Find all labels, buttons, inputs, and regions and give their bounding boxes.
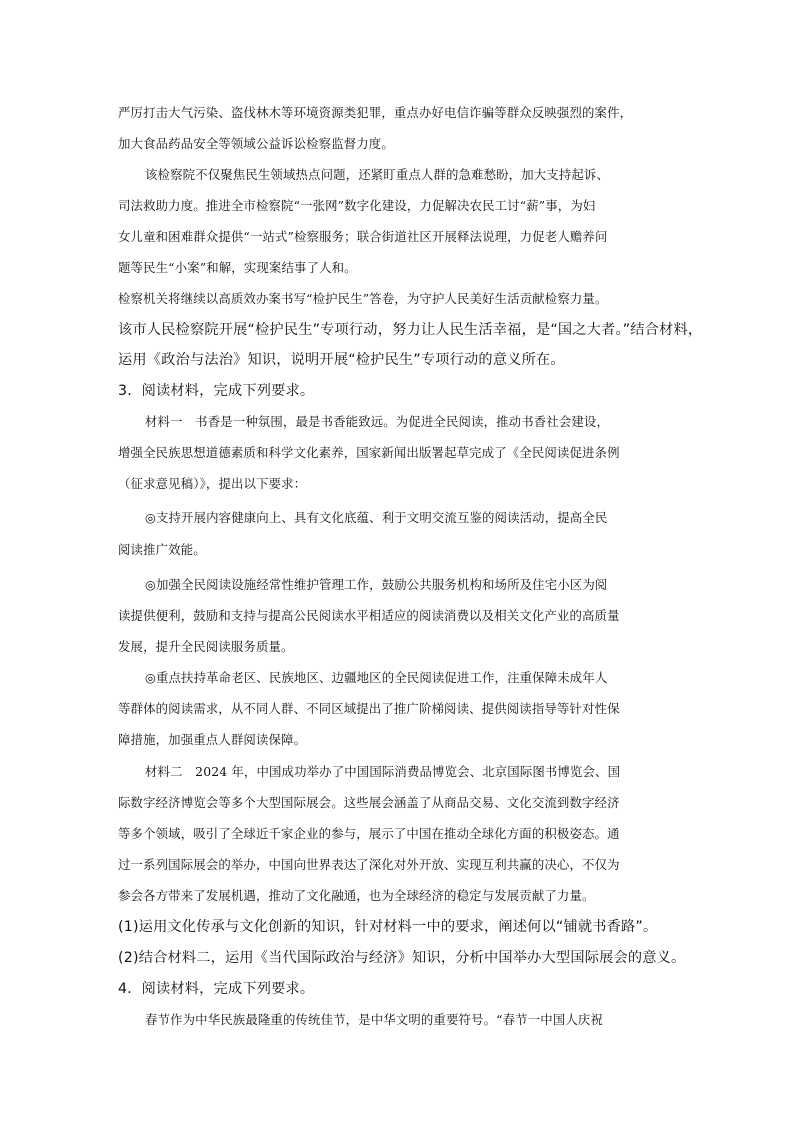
question-4-heading: 4．阅读材料，完成下列要求。 <box>118 981 315 997</box>
material-1-line-1: 材料一 书香是一种氛围，最是书香能致远。为促进全民阅读，推动书香社会建设， <box>145 414 610 429</box>
material-1-line-7: 读提供便利，鼓励和支持与提高公民阅读水平相适应的阅读消费以及相关文化产业的高质量 <box>118 608 620 623</box>
sub-question-1: (1)运用文化传承与文化创新的知识，针对材料一中的要求，阐述何以“铺就书香路”。 <box>118 919 658 935</box>
text-line-2: 加大食品药品安全等领域公益诉讼检察监督力度。 <box>118 136 394 151</box>
sub-question-2: (2)结合材料二，运用《当代国际政治与经济》知识，分析中国举办大型国际展会的意义。 <box>118 950 686 966</box>
text-line-7: 检察机关将继续以高质效办案书写“检护民生”答卷，为守护人民美好生活贡献检察力量。 <box>118 291 608 306</box>
material-1-line-9: ◎重点扶持革命老区、民族地区、边疆地区的全民阅读促进工作，注重保障未成年人 <box>145 670 608 685</box>
material-1-line-3: （征求意见稿）》，提出以下要求： <box>118 476 307 491</box>
material-1-line-8: 发展，提升全民阅读服务质量。 <box>118 639 294 654</box>
material-2-line-4: 过一系列国际展会的举办，中国向世界表达了深化对外开放、实现互利共赢的决心，不仅为 <box>118 857 620 872</box>
material-2-line-3: 等多个领域，吸引了全球近千家企业的参与，展示了中国在推动全球化方面的积极姿态。通 <box>118 826 620 841</box>
material-1-line-4: ◎支持开展内容健康向上、具有文化底蕴、利于文明交流互鉴的阅读活动，提高全民 <box>145 510 608 525</box>
material-1-line-11: 障措施，加强重点人群阅读保障。 <box>118 732 307 747</box>
text-line-3: 该检察院不仅聚焦民生领域热点问题，还紧盯重点人群的急难愁盼，加大支持起诉、 <box>145 167 610 182</box>
material-1-line-6: ◎加强全民阅读设施经常性维护管理工作，鼓励公共服务机构和场所及住宅小区为阅 <box>145 577 608 592</box>
text-line-5: 女儿童和困难群众提供“一站式”检察服务；联合街道社区开展释法说理，力促老人赡养问 <box>118 229 608 244</box>
text-line-4: 司法救助力度。推进全市检察院“一张网”数字化建设，力促解决农民工讨“薪”事，为妇 <box>118 198 596 213</box>
text-line-1: 严厉打击大气污染、盗伐林木等环境资源类犯罪，重点办好电信诈骗等群众反映强烈的案件， <box>118 105 633 120</box>
question-3-heading: 3．阅读材料，完成下列要求。 <box>118 383 315 399</box>
question-line-2: 运用《政治与法治》知识，说明开展“检护民生”专项行动的意义所在。 <box>118 352 565 368</box>
material-2-line-5: 参会各方带来了发展机遇，推动了文化融通，也为全球经济的稳定与发展贡献了力量。 <box>118 888 595 903</box>
material-1-line-2: 增强全民族思想道德素质和科学文化素养，国家新闻出版署起草完成了《全民阅读促进条例 <box>118 445 620 460</box>
material-1-line-5: 阅读推广效能。 <box>118 542 206 557</box>
material-2-line-2: 际数字经济博览会等多个大型国际展会。这些展会涵盖了从商品交易、文化交流到数字经济 <box>118 795 620 810</box>
material-1-line-10: 等群体的阅读需求，从不同人群、不同区域提出了推广阶梯阅读、提供阅读指导等针对性保 <box>118 701 620 716</box>
text-line-6: 题等民生“小案”和解，实现案结事了人和。 <box>118 260 357 275</box>
question-4-material-line-1: 春节作为中华民族最隆重的传统佳节，是中华文明的重要符号。“春节一中国人庆祝 <box>145 1012 603 1027</box>
question-line-1: 该市人民检察院开展“检护民生”专项行动，努力让人民生活幸福，是“国之大者。”结合材料， <box>118 322 703 338</box>
material-2-line-1: 材料二 2024 年，中国成功举办了中国国际消费品博览会、北京国际图书博览会、国 <box>145 764 621 779</box>
